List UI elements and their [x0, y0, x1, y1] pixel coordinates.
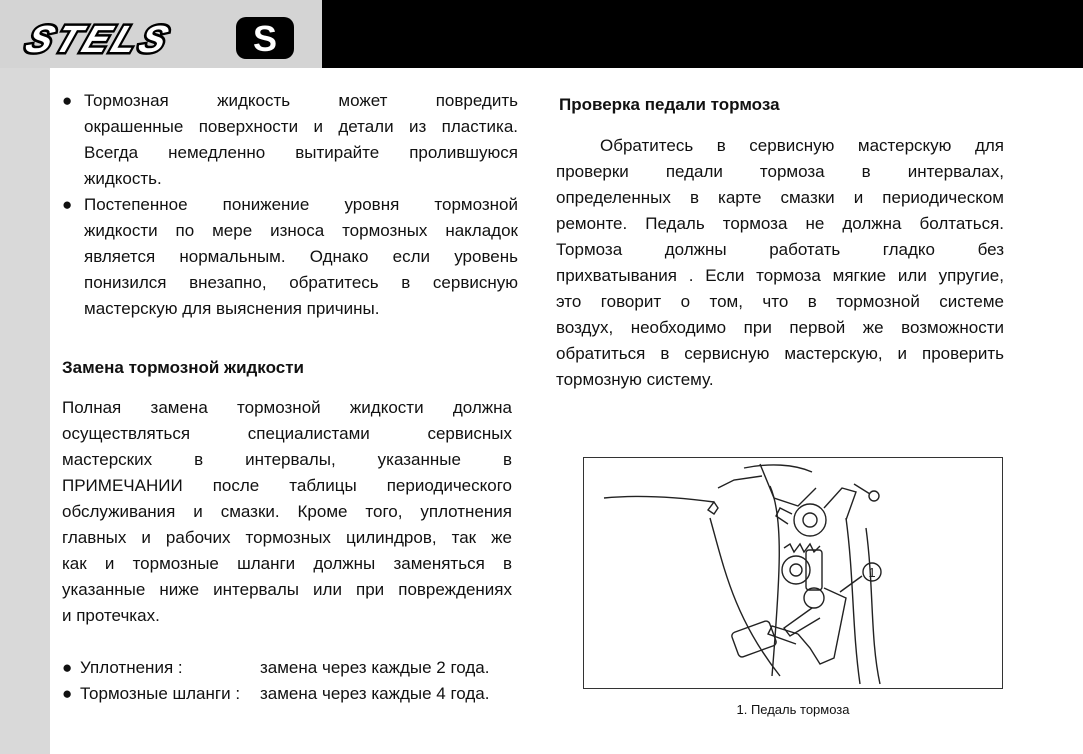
right-section-title-wrap: [559, 92, 1005, 118]
text-line: является нормальным. Однако если уровень: [84, 247, 518, 266]
text-line: это говорит о том, что в тормозной системе: [556, 292, 1004, 311]
left-section-title-wrap: [62, 355, 518, 381]
text-line: понизился внезапно, обратитесь в сервисную: [84, 273, 518, 292]
callout-number: 1: [868, 565, 876, 580]
text-line: обслуживания и смазки. Кроме того, уплотнения: [62, 502, 512, 521]
interval-value: замена через каждые 4 года.: [260, 684, 490, 703]
text-line: Тормозная жидкость может повредить: [84, 91, 518, 110]
text-line: и протечках.: [62, 606, 160, 625]
text-line: проверки педали тормоза в интервалах,: [556, 162, 1004, 181]
side-bar: [0, 68, 50, 754]
left-column: [62, 88, 518, 322]
logo-area: [0, 0, 322, 68]
interval-item: Уплотнения :: [80, 658, 183, 677]
text-line: главных и рабочих тормозных цилиндров, так же: [62, 528, 512, 547]
replacement-intervals: [62, 655, 518, 707]
text-line: ремонте. Педаль тормоза не должна болтаться.: [556, 214, 1004, 233]
text-line: воздух, необходимо при первой же возможности: [556, 318, 1004, 337]
interval-item: Тормозные шланги :: [80, 684, 241, 703]
interval-value: замена через каждые 2 года.: [260, 658, 490, 677]
stels-logo: [0, 0, 322, 68]
section-title-brake-pedal: Проверка педали тормоза: [559, 95, 780, 114]
section-title-fluid-replacement: Замена тормозной жидкости: [62, 358, 304, 377]
text-line: обратиться в сервисную мастерскую, и проверить: [556, 344, 1004, 363]
text-line: прихватывания . Если тормоза мягкие или упругие,: [556, 266, 1004, 285]
text-line: Всегда немедленно вытирайте пролившуюся: [84, 143, 518, 162]
text-line: жидкость.: [84, 169, 162, 188]
text-line: осуществляться специалистами сервисных: [62, 424, 512, 443]
bullet-fluid-level: [62, 192, 518, 322]
bullet-dot: ●: [62, 195, 73, 214]
text-line: Тормоза должны работать гладко без: [556, 240, 1004, 259]
bullet-brake-fluid-damage: [62, 88, 518, 192]
fluid-replacement-paragraph: [62, 395, 512, 629]
brake-pedal-paragraph: [556, 133, 1004, 393]
text-line: мастерскую для выяснения причины.: [84, 299, 380, 318]
interval-row: [62, 655, 518, 681]
text-line: указанные ниже интервалы или при повреждениях: [62, 580, 512, 599]
bullet-dot: ●: [62, 658, 73, 677]
brake-pedal-illustration: [584, 458, 1002, 688]
page-header: [0, 0, 1083, 68]
brand-wordmark: STELS: [19, 18, 178, 61]
bullet-dot: ●: [62, 684, 73, 703]
text-line: Полная замена тормозной жидкости должна: [62, 398, 512, 417]
figure-caption: 1. Педаль тормоза: [736, 702, 850, 717]
text-line: как и тормозные шланги должны заменяться в: [62, 554, 512, 573]
text-line: Постепенное понижение уровня тормозной: [84, 195, 518, 214]
text-line: Обратитесь в сервисную мастерскую для: [600, 136, 1004, 155]
text-line: определенных в карте смазки и периодическом: [556, 188, 1004, 207]
text-line: жидкости по мере износа тормозных накладок: [84, 221, 518, 240]
bullet-dot: ●: [62, 91, 73, 110]
brand-badge-letter: S: [252, 18, 278, 59]
text-line: окрашенные поверхности и детали из пластика.: [84, 117, 518, 136]
interval-row: [62, 681, 518, 707]
brake-pedal-figure: [583, 457, 1003, 689]
text-line: тормозную систему.: [556, 370, 714, 389]
text-line: ПРИМЕЧАНИИ после таблицы периодического: [62, 476, 512, 495]
text-line: мастерских в интервалы, указанные в: [62, 450, 512, 469]
